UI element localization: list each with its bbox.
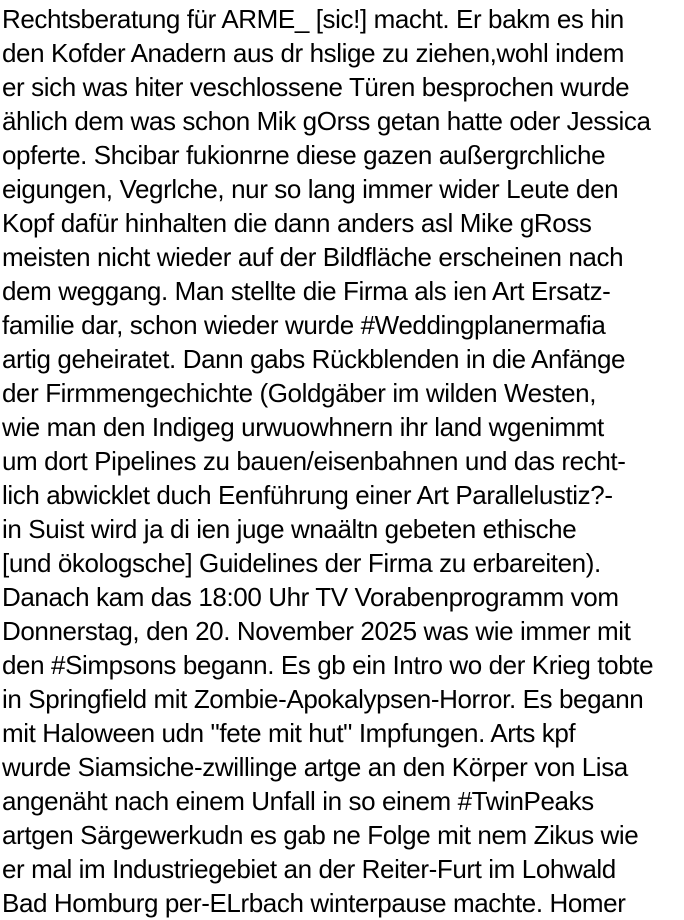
text-line: Rechtsberatung für ARME_ [sic!] macht. Er bakm es hin	[2, 4, 624, 34]
text-line: den #Simpsons begann. Es gb ein Intro wo der Krieg tobte	[2, 650, 654, 680]
text-line: meisten nicht wieder auf der Bildfläche erscheinen nach	[2, 242, 624, 272]
text-line: in Suist wird ja di ien juge wnaältn gebeten ethische	[2, 514, 577, 544]
text-line: artgen Särgewerkudn es gab ne Folge mit nem Zikus wie	[2, 820, 639, 850]
text-line: mit Haloween udn "fete mit hut" Impfungen. Arts kpf	[2, 718, 576, 748]
text-line: angenäht nach einem Unfall in so einem #TwinPeaks	[2, 786, 594, 816]
text-line: Kopf dafür hinhalten die dann anders asl Mike gRoss	[2, 208, 592, 238]
text-line: wurde Siamsiche-zwillinge artge an den Körper von Lisa	[2, 752, 628, 782]
text-line: den Kofder Anadern aus dr hslige zu ziehen,wohl indem	[2, 38, 624, 68]
text-line: dem weggang. Man stellte die Firma als ien Art Ersatz-	[2, 276, 611, 306]
text-line: familie dar, schon wieder wurde #Weddingplanermafia	[2, 310, 606, 340]
text-line: er sich was hiter veschlossene Türen besprochen wurde	[2, 72, 630, 102]
text-line: der Firmmengechichte (Goldgäber im wilden Westen,	[2, 378, 597, 408]
text-line: [und ökologsche] Guidelines der Firma zu erbareiten).	[2, 548, 601, 578]
text-line: Danach kam das 18:00 Uhr TV Vorabenprogramm vom	[2, 582, 619, 612]
text-line: eigungen, Vegrlche, nur so lang immer wider Leute den	[2, 174, 619, 204]
text-line: lich abwicklet duch Eenführung einer Art Parallelustiz?-	[2, 480, 613, 510]
text-line: Donnerstag, den 20. November 2025 was wie immer mit	[2, 616, 631, 646]
text-line: wie man den Indigeg urwuowhnern ihr land wgenimmt	[2, 412, 604, 442]
text-line: ählich dem was schon Mik gOrss getan hatte oder Jessica	[2, 106, 651, 136]
text-line: artig geheiratet. Dann gabs Rückblenden in die Anfänge	[2, 344, 626, 374]
text-line: opferte. Shcibar fukionrne diese gazen außergrchliche	[2, 140, 606, 170]
text-line: um dort Pipelines zu bauen/eisenbahnen und das recht-	[2, 446, 626, 476]
text-line: in Springfield mit Zombie-Apokalypsen-Horror. Es begann	[2, 684, 644, 714]
text-line: Bad Homburg per-ELrbach winterpause machte. Homer	[2, 888, 626, 918]
paragraph	[2, 2, 684, 920]
text-line: er mal im Industriegebiet an der Reiter-Furt im Lohwald	[2, 854, 616, 884]
